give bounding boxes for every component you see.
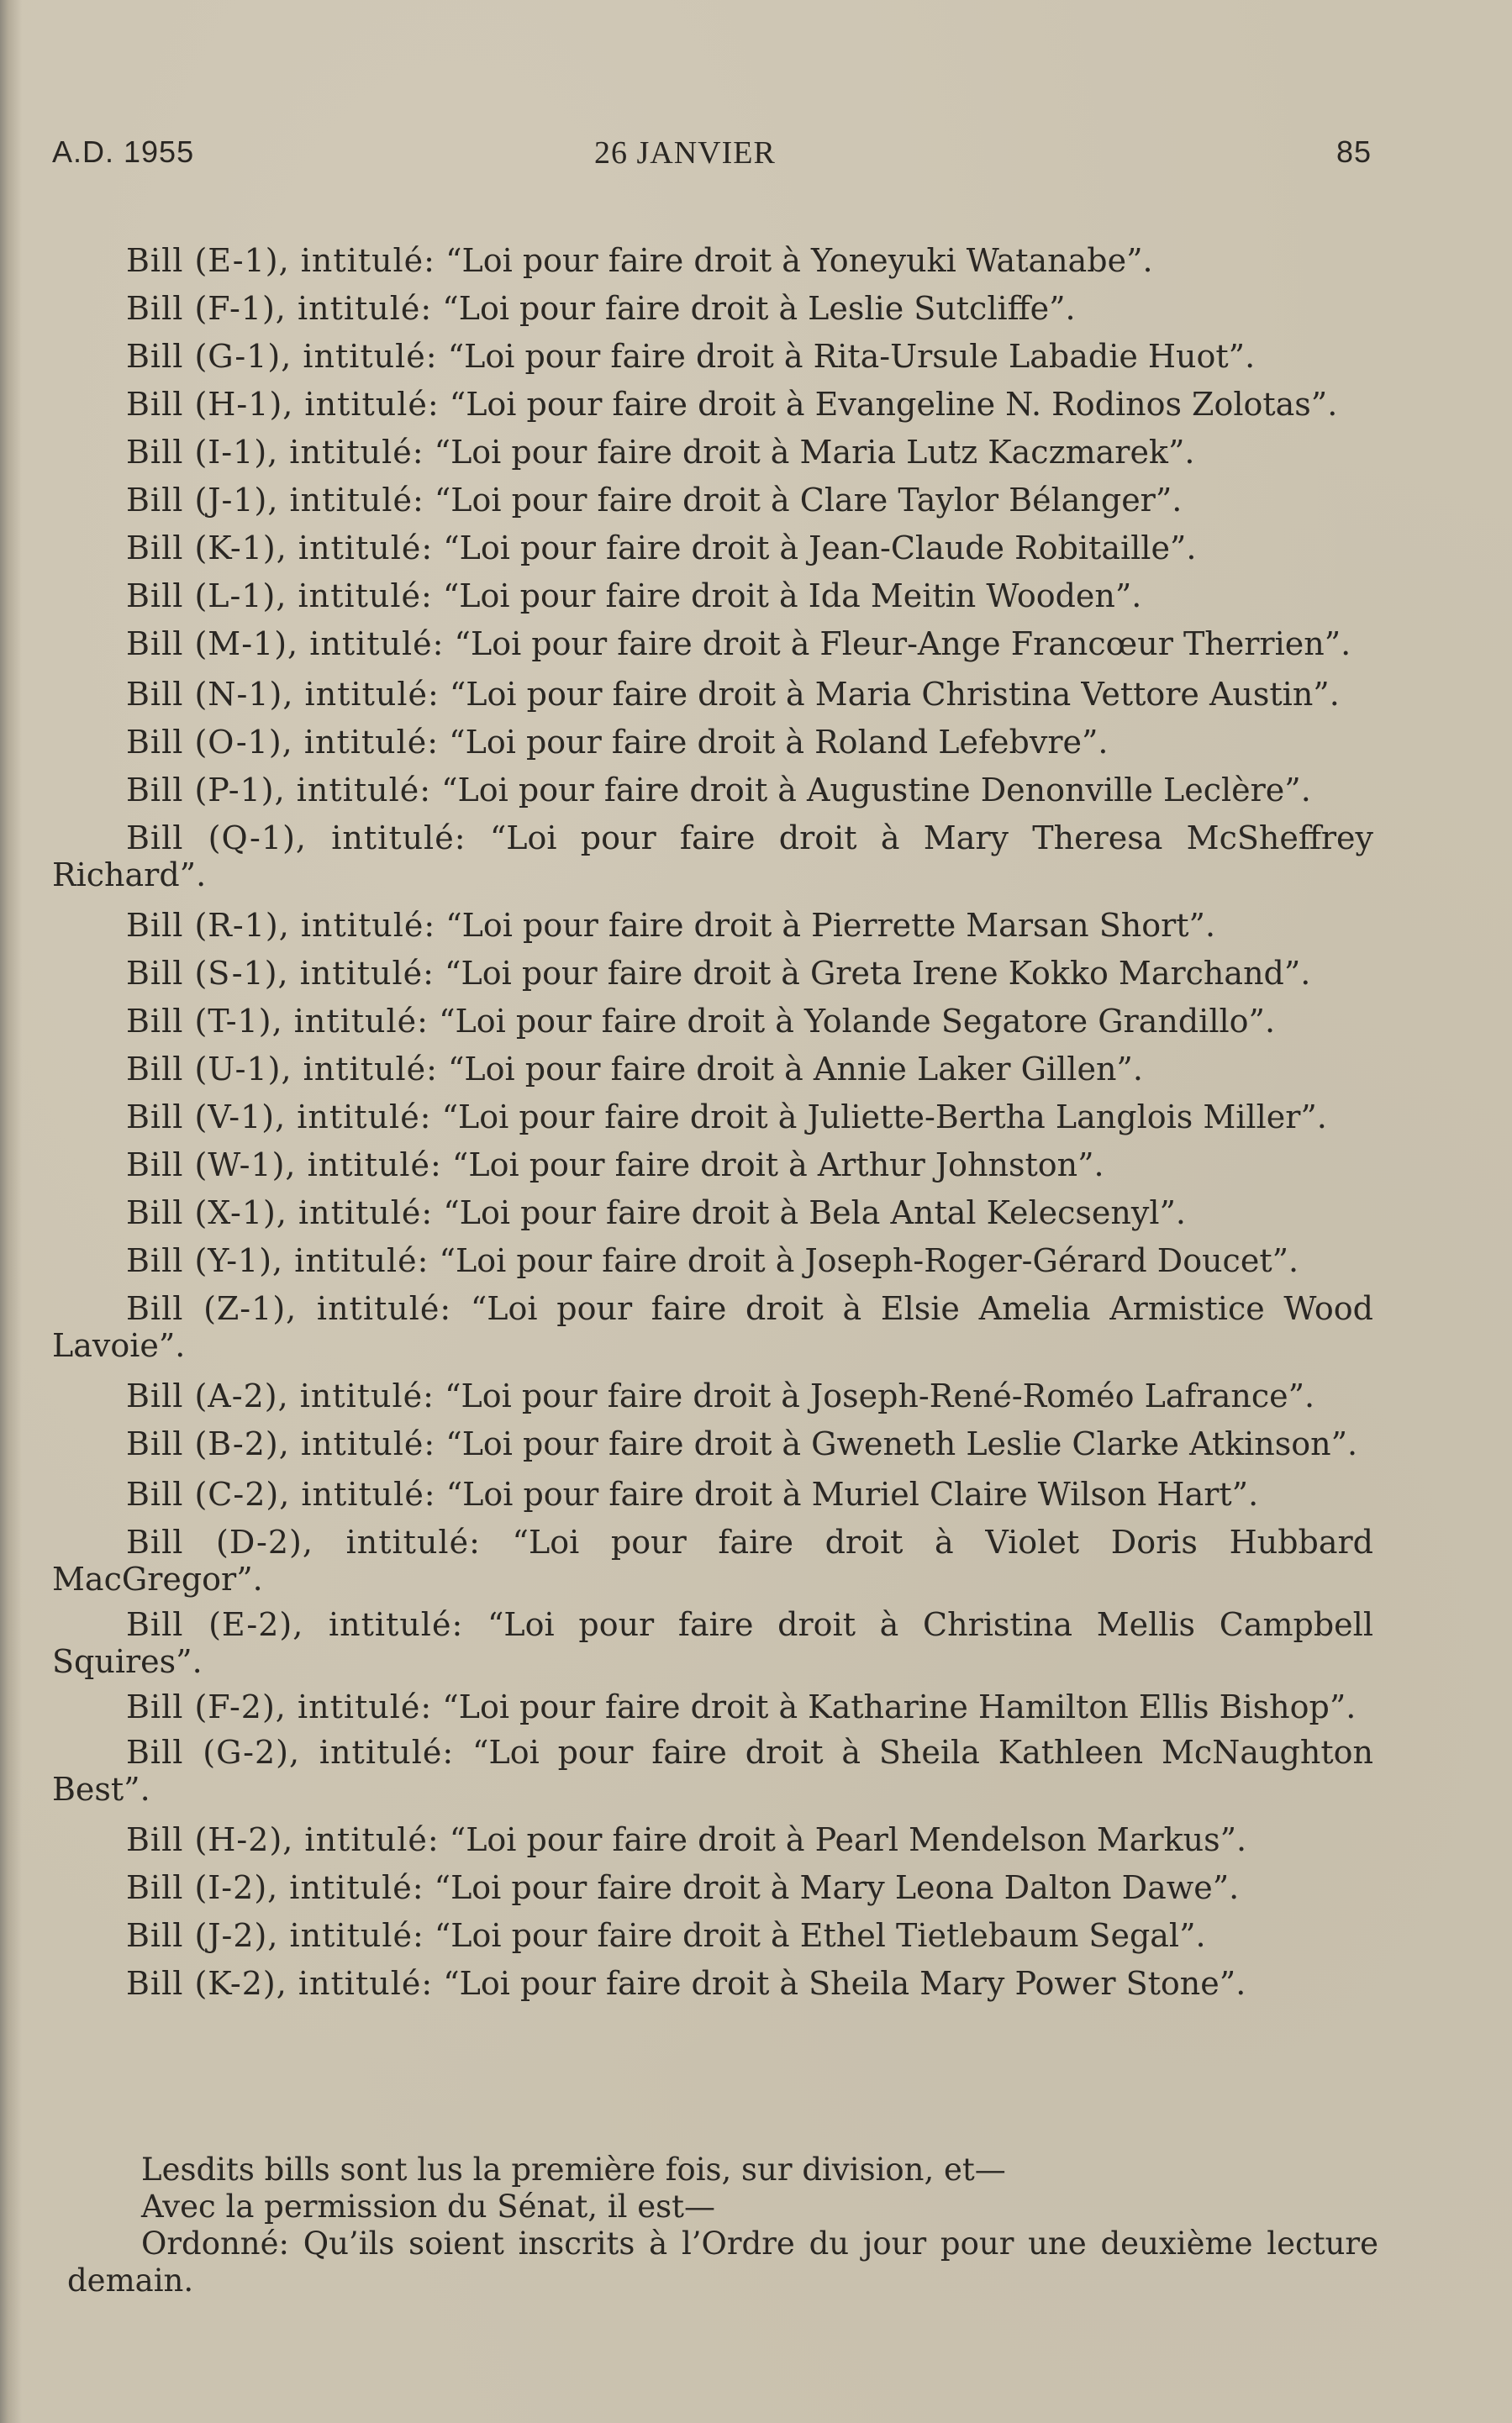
bill-entry: Bill (K-2), intitulé: “Loi pour faire droit à Sheila Mary Power Stone”.: [126, 1965, 1246, 2002]
page-binding-edge: [0, 0, 22, 2423]
bill-entry: Bill (N-1), intitulé: “Loi pour faire droit à Maria Christina Vettore Austin”.: [126, 676, 1340, 713]
closing-line-permission: Avec la permission du Sénat, il est—: [141, 2189, 716, 2225]
bill-entry: Bill (V-1), intitulé: “Loi pour faire droit à Juliette-Bertha Langlois Miller”.: [126, 1098, 1327, 1135]
bill-entry: Bill (P-1), intitulé: “Loi pour faire droit à Augustine Denonville Leclère”.: [126, 772, 1311, 809]
bill-entry: Bill (A-2), intitulé: “Loi pour faire droit à Joseph-René-Roméo Lafrance”.: [126, 1377, 1315, 1414]
closing-line-first-reading: Lesdits bills sont lus la première fois, sur division, et—: [141, 2152, 1006, 2188]
bill-entry: Bill (F-1), intitulé: “Loi pour faire droit à Leslie Sutcliffe”.: [126, 290, 1076, 327]
bill-entry: Bill (L-1), intitulé: “Loi pour faire droit à Ida Meitin Wooden”.: [126, 577, 1142, 614]
bill-entry: Bill (U-1), intitulé: “Loi pour faire droit à Annie Laker Gillen”.: [126, 1051, 1143, 1088]
bill-entry: Bill (H-2), intitulé: “Loi pour faire droit à Pearl Mendelson Markus”.: [126, 1821, 1247, 1858]
bill-entry: Bill (I-1), intitulé: “Loi pour faire droit à Maria Lutz Kaczmarek”.: [126, 434, 1195, 471]
bill-entry: Bill (D-2), intitulé: “Loi pour faire droit à Violet Doris Hubbard MacGregor”.: [52, 1524, 1373, 1598]
bill-entry: Bill (M-1), intitulé: “Loi pour faire droit à Fleur-Ange Francœur Therrien”.: [126, 625, 1351, 662]
bill-entry: Bill (J-2), intitulé: “Loi pour faire droit à Ethel Tietlebaum Segal”.: [126, 1917, 1206, 1954]
header-date: 26 JANVIER: [594, 135, 776, 171]
running-head: [52, 134, 1372, 171]
bill-entry: Bill (G-1), intitulé: “Loi pour faire droit à Rita-Ursule Labadie Huot”.: [126, 338, 1256, 375]
bill-entry: Bill (E-2), intitulé: “Loi pour faire droit à Christina Mellis Campbell Squires”.: [52, 1606, 1373, 1680]
bill-entry: Bill (X-1), intitulé: “Loi pour faire droit à Bela Antal Kelecsenyl”.: [126, 1194, 1186, 1231]
bill-entry: Bill (E-1), intitulé: “Loi pour faire droit à Yoneyuki Watanabe”.: [126, 242, 1153, 279]
bill-entry: Bill (I-2), intitulé: “Loi pour faire droit à Mary Leona Dalton Dawe”.: [126, 1869, 1240, 1906]
bill-entry: Bill (H-1), intitulé: “Loi pour faire droit à Evangeline N. Rodinos Zolotas”.: [126, 386, 1338, 423]
closing-line-order: Ordonné: Qu’ils soient inscrits à l’Ordre du jour pour une deuxième lecture demain.: [67, 2225, 1378, 2299]
bill-entry: Bill (J-1), intitulé: “Loi pour faire droit à Clare Taylor Bélanger”.: [126, 482, 1183, 519]
header-year: A.D. 1955: [52, 134, 195, 169]
bill-entry: Bill (Q-1), intitulé: “Loi pour faire droit à Mary Theresa McSheffrey Richard”.: [52, 819, 1373, 893]
bill-entry: Bill (C-2), intitulé: “Loi pour faire droit à Muriel Claire Wilson Hart”.: [126, 1476, 1259, 1513]
bill-list: [52, 237, 1373, 2008]
bill-entry: Bill (B-2), intitulé: “Loi pour faire droit à Gweneth Leslie Clarke Atkinson”.: [126, 1425, 1358, 1462]
bill-entry: Bill (T-1), intitulé: “Loi pour faire droit à Yolande Segatore Grandillo”.: [126, 1003, 1276, 1040]
bill-entry: Bill (S-1), intitulé: “Loi pour faire droit à Greta Irene Kokko Marchand”.: [126, 955, 1311, 992]
bill-entry: Bill (W-1), intitulé: “Loi pour faire droit à Arthur Johnston”.: [126, 1146, 1104, 1183]
closing-resolution: [67, 2152, 1378, 2299]
bill-entry: Bill (O-1), intitulé: “Loi pour faire droit à Roland Lefebvre”.: [126, 724, 1109, 761]
bill-entry: Bill (K-1), intitulé: “Loi pour faire droit à Jean-Claude Robitaille”.: [126, 529, 1197, 566]
bill-entry: Bill (F-2), intitulé: “Loi pour faire droit à Katharine Hamilton Ellis Bishop”.: [126, 1688, 1357, 1725]
bill-entry: Bill (Z-1), intitulé: “Loi pour faire droit à Elsie Amelia Armistice Wood Lavoie”.: [52, 1290, 1373, 1364]
bill-entry: Bill (Y-1), intitulé: “Loi pour faire droit à Joseph-Roger-Gérard Doucet”.: [126, 1242, 1299, 1279]
bill-entry: Bill (R-1), intitulé: “Loi pour faire droit à Pierrette Marsan Short”.: [126, 907, 1216, 944]
page-number: 85: [1336, 134, 1372, 169]
bill-entry: Bill (G-2), intitulé: “Loi pour faire droit à Sheila Kathleen McNaughton Best”.: [52, 1734, 1373, 1808]
